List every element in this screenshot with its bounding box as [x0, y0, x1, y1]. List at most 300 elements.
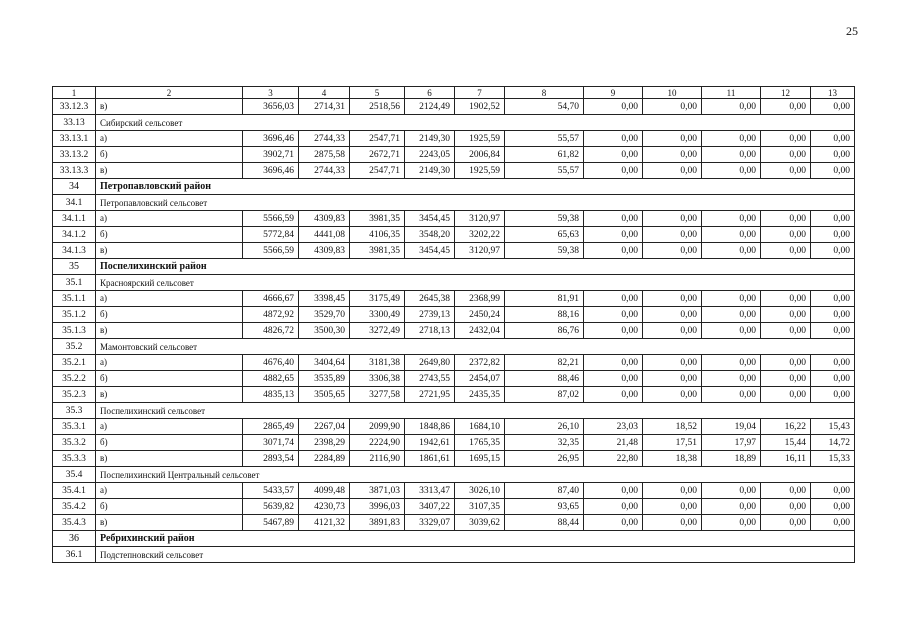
- row-variant: в): [96, 163, 243, 179]
- value-cell: 3329,07: [405, 515, 455, 531]
- value-cell: 5566,59: [243, 243, 299, 259]
- value-cell: 0,00: [584, 387, 643, 403]
- value-cell: 32,35: [505, 435, 584, 451]
- row-code: 33.12.3: [53, 99, 96, 115]
- value-cell: 0,00: [702, 387, 761, 403]
- value-cell: 0,00: [702, 515, 761, 531]
- page-number: 25: [846, 24, 858, 38]
- value-cell: 0,00: [702, 147, 761, 163]
- value-cell: 0,00: [811, 515, 855, 531]
- value-cell: 2368,99: [455, 291, 505, 307]
- value-cell: 18,38: [643, 451, 702, 467]
- row-code: 33.13.1: [53, 131, 96, 147]
- row-variant: б): [96, 227, 243, 243]
- value-cell: 87,40: [505, 483, 584, 499]
- value-cell: 2149,30: [405, 163, 455, 179]
- value-cell: 1925,59: [455, 163, 505, 179]
- value-cell: 17,51: [643, 435, 702, 451]
- row-code: 34.1.1: [53, 211, 96, 227]
- value-cell: 5566,59: [243, 211, 299, 227]
- value-cell: 0,00: [643, 147, 702, 163]
- value-cell: 3981,35: [350, 211, 405, 227]
- value-cell: 0,00: [761, 515, 811, 531]
- row-code: 35.4.3: [53, 515, 96, 531]
- value-cell: 3535,89: [299, 371, 350, 387]
- value-cell: 26,10: [505, 419, 584, 435]
- value-cell: 4441,08: [299, 227, 350, 243]
- column-number: 13: [811, 87, 855, 99]
- value-cell: 0,00: [702, 163, 761, 179]
- value-cell: 0,00: [811, 99, 855, 115]
- row-variant: а): [96, 291, 243, 307]
- settlement-row: [53, 195, 855, 211]
- value-cell: 2284,89: [299, 451, 350, 467]
- value-cell: 2743,55: [405, 371, 455, 387]
- settlement-name: Подстепновский сельсовет: [96, 547, 855, 563]
- value-cell: 2865,49: [243, 419, 299, 435]
- value-cell: 0,00: [761, 99, 811, 115]
- value-cell: 0,00: [761, 307, 811, 323]
- value-cell: 2518,56: [350, 99, 405, 115]
- value-cell: 2124,49: [405, 99, 455, 115]
- value-cell: 0,00: [702, 211, 761, 227]
- value-cell: 4826,72: [243, 323, 299, 339]
- value-cell: 0,00: [643, 515, 702, 531]
- value-cell: 2649,80: [405, 355, 455, 371]
- value-cell: 3300,49: [350, 307, 405, 323]
- value-cell: 2267,04: [299, 419, 350, 435]
- settlement-row: [53, 403, 855, 419]
- row-variant: в): [96, 99, 243, 115]
- value-cell: 2372,82: [455, 355, 505, 371]
- value-cell: 55,57: [505, 131, 584, 147]
- value-cell: 81,91: [505, 291, 584, 307]
- district-name: Петропавловский район: [96, 179, 855, 195]
- column-number: 3: [243, 87, 299, 99]
- value-cell: 5433,57: [243, 483, 299, 499]
- row-variant: а): [96, 483, 243, 499]
- table-row: [53, 515, 855, 531]
- value-cell: 23,03: [584, 419, 643, 435]
- value-cell: 3398,45: [299, 291, 350, 307]
- row-code: 35.2: [53, 339, 96, 355]
- value-cell: 0,00: [761, 355, 811, 371]
- value-cell: 61,82: [505, 147, 584, 163]
- value-cell: 1765,35: [455, 435, 505, 451]
- row-code: 36: [53, 531, 96, 547]
- value-cell: 2739,13: [405, 307, 455, 323]
- value-cell: 0,00: [643, 227, 702, 243]
- value-cell: 1684,10: [455, 419, 505, 435]
- value-cell: 0,00: [702, 99, 761, 115]
- value-cell: 0,00: [584, 291, 643, 307]
- value-cell: 0,00: [811, 147, 855, 163]
- value-cell: 1925,59: [455, 131, 505, 147]
- value-cell: 16,22: [761, 419, 811, 435]
- value-cell: 0,00: [811, 131, 855, 147]
- value-cell: 0,00: [811, 323, 855, 339]
- table-row: [53, 483, 855, 499]
- value-cell: 0,00: [584, 307, 643, 323]
- settlement-row: [53, 275, 855, 291]
- value-cell: 5639,82: [243, 499, 299, 515]
- value-cell: 0,00: [702, 323, 761, 339]
- value-cell: 0,00: [761, 483, 811, 499]
- value-cell: 5772,84: [243, 227, 299, 243]
- value-cell: 0,00: [584, 323, 643, 339]
- value-cell: 18,52: [643, 419, 702, 435]
- value-cell: 3871,03: [350, 483, 405, 499]
- table-row: [53, 291, 855, 307]
- value-cell: 0,00: [811, 243, 855, 259]
- row-variant: в): [96, 243, 243, 259]
- table-row: [53, 131, 855, 147]
- row-code: 34.1.2: [53, 227, 96, 243]
- value-cell: 0,00: [761, 131, 811, 147]
- value-cell: 3120,97: [455, 211, 505, 227]
- row-code: 34.1.3: [53, 243, 96, 259]
- value-cell: 0,00: [811, 227, 855, 243]
- value-cell: 2547,71: [350, 163, 405, 179]
- value-cell: 3120,97: [455, 243, 505, 259]
- value-cell: 2721,95: [405, 387, 455, 403]
- value-cell: 0,00: [643, 499, 702, 515]
- table-row: [53, 451, 855, 467]
- value-cell: 2435,35: [455, 387, 505, 403]
- value-cell: 2450,24: [455, 307, 505, 323]
- value-cell: 0,00: [761, 371, 811, 387]
- value-cell: 1942,61: [405, 435, 455, 451]
- value-cell: 1861,61: [405, 451, 455, 467]
- table-row: [53, 147, 855, 163]
- table-row: [53, 99, 855, 115]
- value-cell: 0,00: [811, 483, 855, 499]
- column-number: 2: [96, 87, 243, 99]
- value-cell: 3548,20: [405, 227, 455, 243]
- column-number: 5: [350, 87, 405, 99]
- table-row: [53, 419, 855, 435]
- value-cell: 3454,45: [405, 211, 455, 227]
- district-row: [53, 259, 855, 275]
- settlement-name: Поспелихинский Центральный сельсовет: [96, 467, 855, 483]
- row-code: 35.2.1: [53, 355, 96, 371]
- value-cell: 3454,45: [405, 243, 455, 259]
- value-cell: 0,00: [702, 371, 761, 387]
- value-cell: 0,00: [761, 291, 811, 307]
- value-cell: 3500,30: [299, 323, 350, 339]
- value-cell: 0,00: [811, 307, 855, 323]
- district-row: [53, 531, 855, 547]
- value-cell: 0,00: [643, 99, 702, 115]
- row-code: 35.3.1: [53, 419, 96, 435]
- value-cell: 0,00: [584, 211, 643, 227]
- row-code: 33.13.2: [53, 147, 96, 163]
- value-cell: 3656,03: [243, 99, 299, 115]
- value-cell: 2893,54: [243, 451, 299, 467]
- row-code: 35.1.3: [53, 323, 96, 339]
- row-code: 35.3: [53, 403, 96, 419]
- row-variant: б): [96, 435, 243, 451]
- value-cell: 15,43: [811, 419, 855, 435]
- column-number: 10: [643, 87, 702, 99]
- value-cell: 4121,32: [299, 515, 350, 531]
- value-cell: 4106,35: [350, 227, 405, 243]
- row-code: 35.4.2: [53, 499, 96, 515]
- value-cell: 93,65: [505, 499, 584, 515]
- value-cell: 1695,15: [455, 451, 505, 467]
- column-number: 8: [505, 87, 584, 99]
- value-cell: 1848,86: [405, 419, 455, 435]
- value-cell: 88,46: [505, 371, 584, 387]
- value-cell: 0,00: [761, 387, 811, 403]
- value-cell: 0,00: [643, 307, 702, 323]
- value-cell: 2875,58: [299, 147, 350, 163]
- value-cell: 0,00: [702, 131, 761, 147]
- table-row: [53, 355, 855, 371]
- value-cell: 3272,49: [350, 323, 405, 339]
- row-variant: в): [96, 387, 243, 403]
- value-cell: 0,00: [811, 163, 855, 179]
- settlement-name: Петропавловский сельсовет: [96, 195, 855, 211]
- value-cell: 0,00: [584, 371, 643, 387]
- value-cell: 86,76: [505, 323, 584, 339]
- value-cell: 0,00: [643, 483, 702, 499]
- value-cell: 3071,74: [243, 435, 299, 451]
- row-variant: а): [96, 355, 243, 371]
- value-cell: 3306,38: [350, 371, 405, 387]
- value-cell: 0,00: [702, 291, 761, 307]
- value-cell: 0,00: [702, 243, 761, 259]
- value-cell: 0,00: [643, 291, 702, 307]
- value-cell: 2149,30: [405, 131, 455, 147]
- tariff-table: [52, 86, 855, 563]
- value-cell: 0,00: [702, 227, 761, 243]
- value-cell: 2224,90: [350, 435, 405, 451]
- value-cell: 2006,84: [455, 147, 505, 163]
- row-variant: б): [96, 307, 243, 323]
- value-cell: 82,21: [505, 355, 584, 371]
- value-cell: 0,00: [643, 371, 702, 387]
- value-cell: 22,80: [584, 451, 643, 467]
- value-cell: 3107,35: [455, 499, 505, 515]
- column-number: 7: [455, 87, 505, 99]
- value-cell: 0,00: [584, 163, 643, 179]
- value-cell: 0,00: [584, 483, 643, 499]
- value-cell: 0,00: [584, 147, 643, 163]
- value-cell: 2718,13: [405, 323, 455, 339]
- row-code: 36.1: [53, 547, 96, 563]
- settlement-row: [53, 547, 855, 563]
- table-body: [53, 87, 855, 563]
- value-cell: 2672,71: [350, 147, 405, 163]
- value-cell: 3407,22: [405, 499, 455, 515]
- value-cell: 3181,38: [350, 355, 405, 371]
- value-cell: 0,00: [811, 371, 855, 387]
- row-code: 34.1: [53, 195, 96, 211]
- row-code: 35.1: [53, 275, 96, 291]
- table-row: [53, 371, 855, 387]
- row-variant: б): [96, 499, 243, 515]
- table-row: [53, 435, 855, 451]
- value-cell: 0,00: [702, 355, 761, 371]
- value-cell: 0,00: [643, 131, 702, 147]
- value-cell: 1902,52: [455, 99, 505, 115]
- row-variant: а): [96, 419, 243, 435]
- value-cell: 21,48: [584, 435, 643, 451]
- value-cell: 0,00: [761, 499, 811, 515]
- value-cell: 88,44: [505, 515, 584, 531]
- value-cell: 0,00: [584, 355, 643, 371]
- value-cell: 0,00: [643, 355, 702, 371]
- value-cell: 4882,65: [243, 371, 299, 387]
- value-cell: 3529,70: [299, 307, 350, 323]
- value-cell: 0,00: [811, 291, 855, 307]
- row-variant: в): [96, 515, 243, 531]
- value-cell: 3505,65: [299, 387, 350, 403]
- row-code: 35.1.1: [53, 291, 96, 307]
- value-cell: 59,38: [505, 211, 584, 227]
- column-number-row: [53, 87, 855, 99]
- value-cell: 3039,62: [455, 515, 505, 531]
- value-cell: 3696,46: [243, 163, 299, 179]
- value-cell: 55,57: [505, 163, 584, 179]
- value-cell: 54,70: [505, 99, 584, 115]
- value-cell: 2645,38: [405, 291, 455, 307]
- row-code: 35.4.1: [53, 483, 96, 499]
- value-cell: 0,00: [643, 387, 702, 403]
- table-row: [53, 243, 855, 259]
- table-row: [53, 227, 855, 243]
- value-cell: 0,00: [584, 227, 643, 243]
- row-code: 35: [53, 259, 96, 275]
- value-cell: 2744,33: [299, 163, 350, 179]
- column-number: 4: [299, 87, 350, 99]
- value-cell: 0,00: [811, 211, 855, 227]
- column-number: 12: [761, 87, 811, 99]
- value-cell: 0,00: [761, 147, 811, 163]
- row-code: 35.1.2: [53, 307, 96, 323]
- value-cell: 4099,48: [299, 483, 350, 499]
- district-name: Поспелихинский район: [96, 259, 855, 275]
- value-cell: 0,00: [761, 227, 811, 243]
- settlement-name: Красноярский сельсовет: [96, 275, 855, 291]
- table-row: [53, 307, 855, 323]
- value-cell: 4309,83: [299, 243, 350, 259]
- value-cell: 0,00: [761, 163, 811, 179]
- value-cell: 4835,13: [243, 387, 299, 403]
- value-cell: 3902,71: [243, 147, 299, 163]
- value-cell: 2116,90: [350, 451, 405, 467]
- value-cell: 0,00: [643, 323, 702, 339]
- value-cell: 18,89: [702, 451, 761, 467]
- value-cell: 19,04: [702, 419, 761, 435]
- value-cell: 0,00: [702, 483, 761, 499]
- value-cell: 4676,40: [243, 355, 299, 371]
- value-cell: 3696,46: [243, 131, 299, 147]
- value-cell: 4309,83: [299, 211, 350, 227]
- settlement-name: Поспелихинский сельсовет: [96, 403, 855, 419]
- value-cell: 2432,04: [455, 323, 505, 339]
- settlement-row: [53, 339, 855, 355]
- row-code: 35.4: [53, 467, 96, 483]
- table-row: [53, 499, 855, 515]
- row-code: 35.3.3: [53, 451, 96, 467]
- value-cell: 2454,07: [455, 371, 505, 387]
- row-variant: в): [96, 451, 243, 467]
- value-cell: 3026,10: [455, 483, 505, 499]
- row-variant: б): [96, 147, 243, 163]
- value-cell: 3313,47: [405, 483, 455, 499]
- column-number: 1: [53, 87, 96, 99]
- row-variant: в): [96, 323, 243, 339]
- column-number: 6: [405, 87, 455, 99]
- value-cell: 14,72: [811, 435, 855, 451]
- value-cell: 87,02: [505, 387, 584, 403]
- row-code: 33.13.3: [53, 163, 96, 179]
- value-cell: 65,63: [505, 227, 584, 243]
- settlement-name: Мамонтовский сельсовет: [96, 339, 855, 355]
- value-cell: 0,00: [811, 387, 855, 403]
- row-code: 33.13: [53, 115, 96, 131]
- value-cell: 16,11: [761, 451, 811, 467]
- value-cell: 2744,33: [299, 131, 350, 147]
- value-cell: 3891,83: [350, 515, 405, 531]
- row-code: 35.3.2: [53, 435, 96, 451]
- row-code: 34: [53, 179, 96, 195]
- value-cell: 0,00: [811, 499, 855, 515]
- value-cell: 0,00: [761, 211, 811, 227]
- value-cell: 59,38: [505, 243, 584, 259]
- value-cell: 2714,31: [299, 99, 350, 115]
- table-row: [53, 211, 855, 227]
- value-cell: 2547,71: [350, 131, 405, 147]
- value-cell: 4666,67: [243, 291, 299, 307]
- value-cell: 15,33: [811, 451, 855, 467]
- table-row: [53, 387, 855, 403]
- value-cell: 0,00: [643, 243, 702, 259]
- value-cell: 0,00: [643, 211, 702, 227]
- value-cell: 26,95: [505, 451, 584, 467]
- value-cell: 0,00: [702, 499, 761, 515]
- value-cell: 0,00: [643, 163, 702, 179]
- column-number: 9: [584, 87, 643, 99]
- value-cell: 3277,58: [350, 387, 405, 403]
- value-cell: 0,00: [584, 499, 643, 515]
- row-code: 35.2.2: [53, 371, 96, 387]
- row-variant: а): [96, 211, 243, 227]
- value-cell: 2099,90: [350, 419, 405, 435]
- row-code: 35.2.3: [53, 387, 96, 403]
- table-row: [53, 323, 855, 339]
- value-cell: 0,00: [761, 323, 811, 339]
- district-name: Ребрихинский район: [96, 531, 855, 547]
- value-cell: 17,97: [702, 435, 761, 451]
- value-cell: 3404,64: [299, 355, 350, 371]
- value-cell: 88,16: [505, 307, 584, 323]
- value-cell: 3202,22: [455, 227, 505, 243]
- settlement-row: [53, 467, 855, 483]
- value-cell: 4872,92: [243, 307, 299, 323]
- value-cell: 0,00: [761, 243, 811, 259]
- value-cell: 0,00: [584, 243, 643, 259]
- value-cell: 3996,03: [350, 499, 405, 515]
- settlement-name: Сибирский сельсовет: [96, 115, 855, 131]
- value-cell: 15,44: [761, 435, 811, 451]
- row-variant: б): [96, 371, 243, 387]
- value-cell: 0,00: [584, 131, 643, 147]
- row-variant: а): [96, 131, 243, 147]
- value-cell: 3981,35: [350, 243, 405, 259]
